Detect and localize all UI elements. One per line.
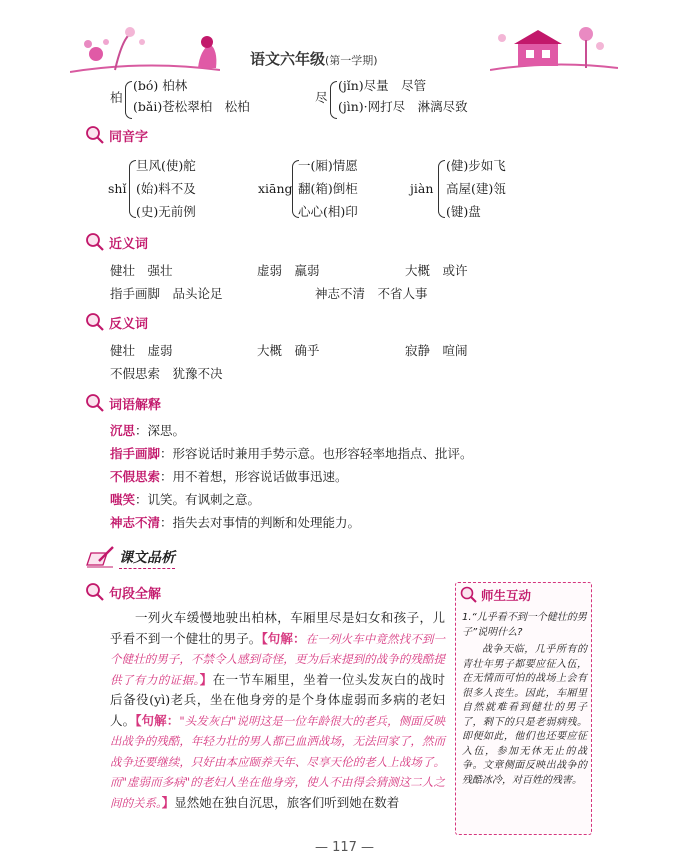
homophone-word: 一(厢)情愿	[298, 158, 358, 173]
body-text: 一列火车缓慢地驶出柏林，车厢里尽是妇女和孩子，儿乎看不到一个健壮的男子。	[110, 610, 445, 646]
antonym-pair: 寂静 喧闹	[405, 343, 468, 358]
header-subtitle: (第一学期)	[325, 54, 378, 67]
polyphone-reading: (jǐn)尽量 尽管	[338, 78, 427, 93]
annotation-close: 】	[161, 794, 175, 810]
interaction-answer: 战争天临，几乎所有的青壮年男子都要应征入伍，在无情而可怕的战场上会有很多人丧生。因此，车厢里自然就难看到健壮的男子了，剩下的只是老弱病残。即便如此，他们也还要应征入伍，参加无休无止的战争。文章侧面反映出战争的残酷冰冷，对百姓的残害。	[462, 644, 587, 786]
homophone-title: 同音字	[109, 129, 149, 145]
explanation-text: ：用不着想，形容说话做事迅速。	[160, 469, 348, 484]
homophone-word: (键)盘	[446, 204, 481, 219]
homophone-word: 高屋(建)瓴	[446, 181, 506, 196]
explanation-term: 神志不清	[110, 515, 161, 530]
explanation-item	[110, 514, 360, 532]
explanation-item	[110, 491, 260, 509]
polyphone-reading: (bó) 柏林	[133, 78, 188, 93]
annotation-label: 【句解：	[261, 630, 306, 646]
explanation-term: 不假思索	[110, 469, 161, 484]
polyphone-reading: (jìn)·网打尽 淋漓尽致	[338, 99, 468, 114]
explanation-item	[110, 422, 185, 440]
body-text: 显然她在独自沉思，旅客们听到她在数着	[174, 794, 400, 810]
homophone-word: (健)步如飞	[446, 158, 506, 173]
explanation-text: ：形容说话时兼用手势示意。也形容轻率地指点、批评。	[160, 446, 473, 461]
annotation-label: 【句解：	[135, 712, 180, 728]
magnifier-icon	[460, 586, 478, 604]
lesson-banner-text: 课文品析	[119, 547, 175, 569]
explanation-term: 嗤笑	[110, 492, 136, 507]
pinyin-label: xiāng	[258, 181, 293, 196]
synonym-title: 近义词	[109, 236, 149, 252]
annotation-text: "头发灰白"说明这是一位年龄很大的老兵，侧面反映出战争的残酷，年轻力壮的男人都已血洒战场，无法回家了，然而战争还要继续，只好由本应颐养天年、尽享天伦的老人上战场了。而"虚弱而多病"的老妇人坐在他身旁，使人不由得会猜测这二人之间的关系。	[110, 713, 445, 810]
synonym-pair: 指手画脚 品头论足	[110, 286, 223, 301]
synonym-pair: 虚弱 羸弱	[257, 263, 320, 278]
antonym-pair: 大概 确乎	[257, 343, 320, 358]
brace	[125, 81, 132, 119]
explanation-item	[110, 468, 348, 486]
analysis-paragraph	[110, 608, 445, 813]
synonym-pair: 神志不清 不省人事	[315, 286, 428, 301]
explanation-text: ：指失去对事情的判断和处理能力。	[160, 515, 361, 530]
explanation-text: ：讥笑。有讽刺之意。	[135, 492, 261, 507]
polyphone-char-jin: 尽	[315, 90, 328, 105]
sentence-analysis-title: 句段全解	[109, 586, 162, 602]
explanation-term: 指手画脚	[110, 446, 161, 461]
interaction-box	[455, 582, 592, 835]
pinyin-label: jiàn	[410, 181, 434, 196]
magnifier-icon	[85, 393, 105, 413]
page-header	[70, 20, 618, 78]
magnifier-icon	[85, 312, 105, 332]
interaction-question: 1.“儿乎看不到一个健壮的男子”说明什么?	[462, 612, 587, 638]
header-title: 语文六年级	[250, 50, 326, 68]
homophone-word: 翻(箱)倒柜	[298, 181, 358, 196]
page-number: — 117 —	[314, 840, 375, 855]
explanation-term: 沉思	[110, 423, 136, 438]
antonym-pair: 不假思索 犹豫不决	[110, 366, 223, 381]
header-decoration-right	[490, 20, 618, 78]
pinyin-label: shǐ	[108, 181, 127, 196]
antonym-pair: 健壮 虚弱	[110, 343, 173, 358]
lesson-banner	[85, 545, 175, 569]
synonym-pair: 健壮 强壮	[110, 263, 173, 278]
polyphone-reading: (bǎi)苍松翠柏 松柏	[133, 99, 250, 114]
explanation-item	[110, 445, 473, 463]
annotation-close: 】	[199, 671, 213, 687]
pencil-book-icon	[85, 545, 115, 569]
brace	[129, 160, 136, 218]
homophone-word: (始)料不及	[136, 181, 196, 196]
explanation-text: ：深思。	[135, 423, 186, 438]
synonym-pair: 大概 或许	[405, 263, 468, 278]
antonym-title: 反义词	[109, 316, 149, 332]
homophone-word: (史)无前例	[136, 204, 196, 219]
annotation-text: 在一列火车中竟然找不到一个健壮的男子，不禁令人感到奇怪，更为后来提到的战争的残酷提供了有力的证据。	[110, 631, 445, 687]
homophone-word: 旦风(使)舵	[136, 158, 196, 173]
magnifier-icon	[85, 125, 105, 145]
brace	[438, 160, 445, 218]
magnifier-icon	[85, 232, 105, 252]
header-decoration-left	[70, 20, 220, 78]
magnifier-icon	[85, 582, 105, 602]
homophone-word: 心心(相)印	[298, 204, 358, 219]
polyphone-char-bo: 柏	[110, 90, 123, 105]
body-text: 在一节车厢里，坐着一位头发灰白的战时后备役(yì)老兵，坐在他身旁的是个身体虚弱而多病的老妇人。	[110, 671, 445, 728]
interaction-title: 师生互动	[481, 588, 532, 603]
explanation-title: 词语解释	[109, 397, 162, 413]
brace	[330, 81, 337, 119]
